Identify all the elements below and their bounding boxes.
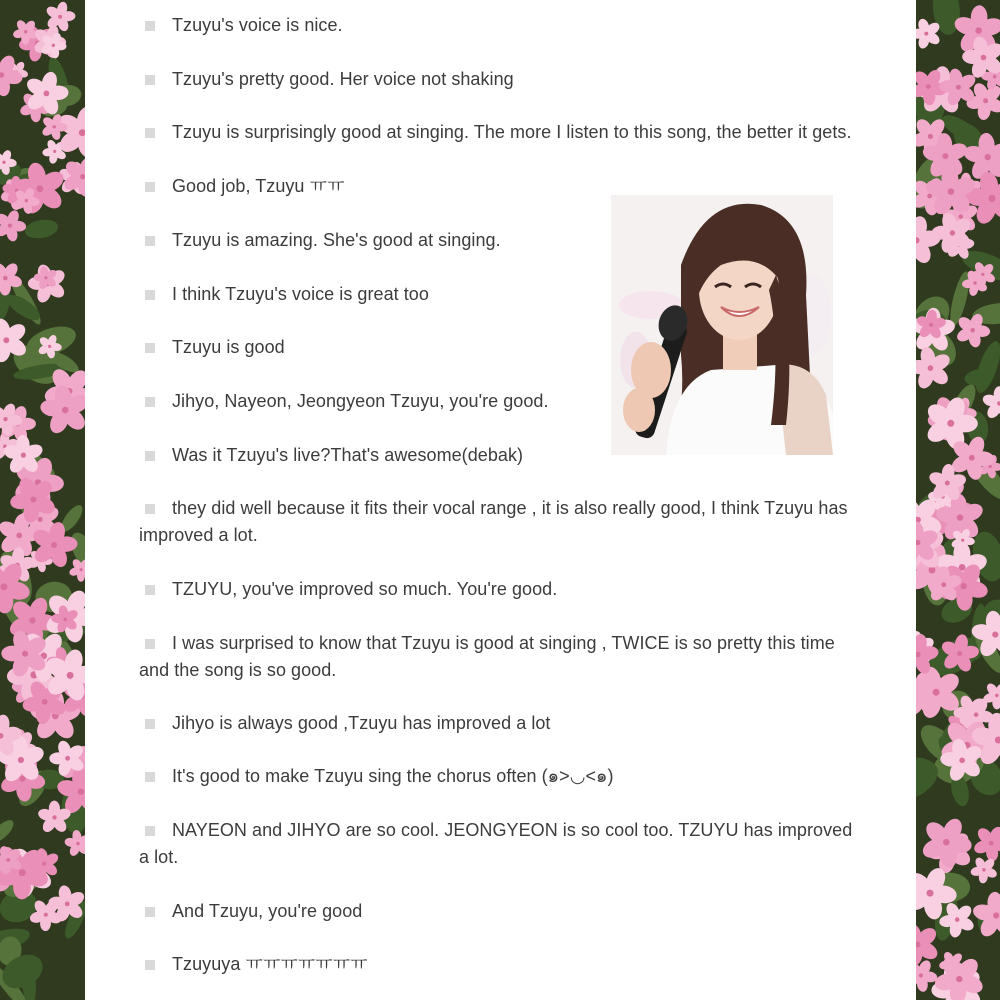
square-bullet-icon bbox=[145, 960, 155, 970]
square-bullet-icon bbox=[145, 719, 155, 729]
square-bullet-icon bbox=[145, 826, 155, 836]
comment-text: Tzuyu's voice is nice. bbox=[172, 15, 343, 35]
square-bullet-icon bbox=[145, 504, 155, 514]
flower-shape bbox=[64, 829, 85, 857]
comment-text: Tzuyu is surprisingly good at singing. The more I listen to this song, the better it gets. bbox=[172, 122, 852, 142]
comment-item bbox=[139, 12, 859, 39]
square-bullet-icon bbox=[145, 290, 155, 300]
comment-text: they did well because it fits their vocal range , it is also really good, I think Tzuyu has improved a lot. bbox=[139, 498, 848, 545]
comment-item bbox=[139, 817, 859, 871]
comment-list bbox=[85, 0, 916, 1000]
flower-background-left bbox=[0, 0, 85, 1000]
comment-text: Was it Tzuyu's live?That's awesome(debak) bbox=[172, 445, 524, 465]
square-bullet-icon bbox=[145, 772, 155, 782]
square-bullet-icon bbox=[145, 585, 155, 595]
flower-shape bbox=[981, 386, 1000, 420]
square-bullet-icon bbox=[145, 128, 155, 138]
comment-item bbox=[139, 173, 859, 200]
square-bullet-icon bbox=[145, 343, 155, 353]
comment-item bbox=[139, 951, 859, 978]
leaf-shape bbox=[23, 217, 59, 241]
comment-item bbox=[139, 442, 859, 469]
comment-item bbox=[139, 763, 859, 790]
flower-shape bbox=[971, 891, 1000, 939]
flower-background-right bbox=[916, 0, 1000, 1000]
comment-text: Good job, Tzuyu ㅠㅠ bbox=[172, 176, 345, 196]
flower-shape bbox=[45, 1, 76, 33]
comment-item bbox=[139, 630, 859, 684]
square-bullet-icon bbox=[145, 75, 155, 85]
comment-item bbox=[139, 388, 859, 415]
square-bullet-icon bbox=[145, 639, 155, 649]
square-bullet-icon bbox=[145, 397, 155, 407]
comment-text: Tzuyu's pretty good. Her voice not shaking bbox=[172, 69, 514, 89]
comment-text: Jihyo is always good ,Tzuyu has improved a lot bbox=[172, 713, 551, 733]
flower-shape bbox=[0, 53, 24, 97]
comment-text: TZUYU, you've improved so much. You're good. bbox=[172, 579, 558, 599]
leaf-shape bbox=[0, 817, 17, 846]
comment-item bbox=[139, 227, 859, 254]
comment-item bbox=[139, 576, 859, 603]
comment-text: It's good to make Tzuyu sing the chorus often (๑>◡<๑) bbox=[172, 766, 614, 786]
comment-text: And Tzuyu, you're good bbox=[172, 901, 363, 921]
flower-shape bbox=[972, 824, 1000, 861]
leaf-shape bbox=[916, 755, 940, 786]
comment-text: Jihyo, Nayeon, Jeongyeon Tzuyu, you're good. bbox=[172, 391, 549, 411]
comment-text: I think Tzuyu's voice is great too bbox=[172, 284, 429, 304]
flower-shape bbox=[0, 209, 26, 243]
flower-pattern-left bbox=[0, 0, 85, 1000]
flower-shape bbox=[916, 215, 941, 266]
comment-item bbox=[139, 334, 859, 361]
square-bullet-icon bbox=[145, 182, 155, 192]
square-bullet-icon bbox=[145, 907, 155, 917]
square-bullet-icon bbox=[145, 236, 155, 246]
comment-text: NAYEON and JIHYO are so cool. JEONGYEON is so cool too. TZUYU has improved a lot. bbox=[139, 820, 853, 867]
comment-item bbox=[139, 119, 859, 146]
comment-text: Tzuyu is amazing. She's good at singing. bbox=[172, 230, 501, 250]
comment-item bbox=[139, 710, 859, 737]
square-bullet-icon bbox=[145, 451, 155, 461]
comment-item bbox=[139, 66, 859, 93]
comment-text: Tzuyuya ㅠㅠㅠㅠㅠㅠㅠ bbox=[172, 954, 368, 974]
square-bullet-icon bbox=[145, 21, 155, 31]
comment-item bbox=[139, 281, 859, 308]
comment-text: Tzuyu is good bbox=[172, 337, 285, 357]
comment-text: I was surprised to know that Tzuyu is good at singing , TWICE is so pretty this time and the song is so good. bbox=[139, 633, 835, 680]
comment-item bbox=[139, 495, 859, 549]
comment-item bbox=[139, 898, 859, 925]
flower-shape bbox=[68, 557, 85, 581]
flower-pattern-right bbox=[916, 0, 1000, 1000]
